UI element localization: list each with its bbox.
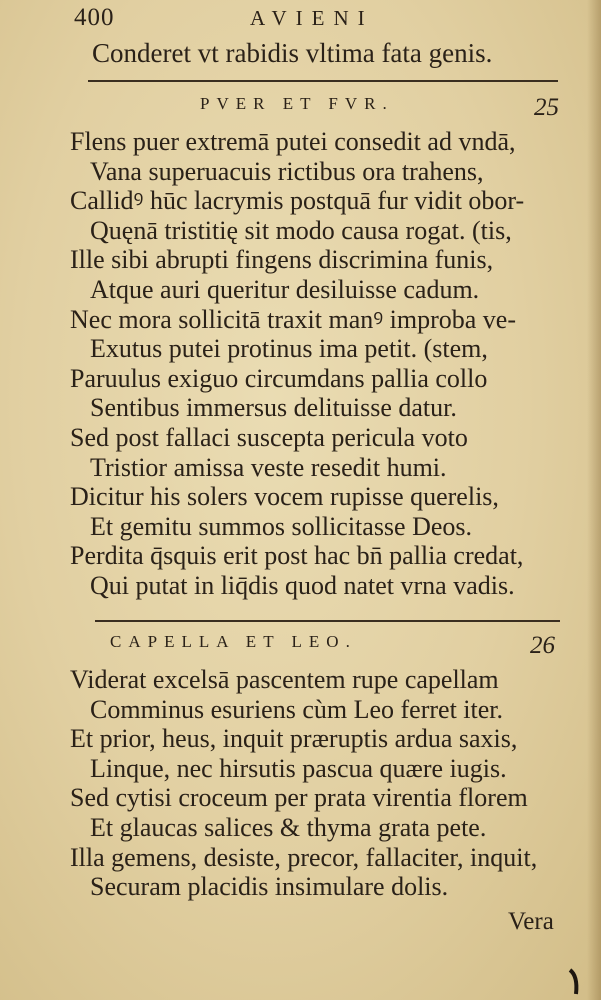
verse-line: Sed cytisi croceum per prata virentia florem: [70, 783, 528, 813]
running-head: [0, 4, 601, 36]
verse-line: Quęnā tristitię sit modo causa rogat. (tis,: [90, 215, 512, 245]
page-number: 400: [74, 4, 115, 31]
carryover-line: Conderet vt rabidis vltima fata genis.: [92, 38, 493, 68]
page-edge-shadow: [587, 0, 601, 1000]
verse-line: Comminus esuriens cùm Leo ferret iter.: [90, 694, 504, 724]
fable-number: 26: [530, 632, 555, 659]
fable-title: CAPELLA ET LEO.: [110, 632, 357, 651]
verse-line: Callidꝰ hūc lacrymis postquā fur vidit obor-: [70, 186, 525, 216]
verse-line: Paruulus exiguo circumdans pallia collo: [70, 363, 488, 393]
verse-line: Perdita q̄squis erit post hac bn̄ pallia credat,: [70, 541, 524, 571]
verse-line: Ille sibi abrupti fingens discrimina funis,: [70, 245, 494, 275]
verse-line: Et gemitu summos sollicitasse Deos.: [90, 511, 473, 541]
fable-number: 25: [534, 94, 559, 121]
section-rule: [95, 620, 560, 622]
verse-line: Sed post fallaci suscepta pericula voto: [70, 423, 468, 452]
verse-line: Tristior amissa veste resedit humi.: [90, 452, 447, 482]
running-title: AVIENI: [250, 6, 374, 30]
verse-line: Viderat excelsā pascentem rupe capellam: [70, 665, 499, 694]
catchword: Vera: [508, 908, 554, 935]
verse-line: Et prior, heus, inquit præruptis ardua saxis,: [70, 724, 518, 754]
verse-line: Et glaucas salices & thyma grata pete.: [90, 813, 487, 842]
verse-line: Nec mora sollicitā traxit manꝰ improba ve-: [70, 304, 517, 334]
verse-line: Linque, nec hirsutis pascua quære iugis.: [90, 753, 507, 783]
verse-line: Vana superuacuis rictibus ora trahens,: [90, 156, 484, 186]
section-rule: [88, 80, 558, 82]
verse-line: Illa gemens, desiste, precor, fallaciter, inquit,: [70, 842, 538, 872]
verse-line: Exutus putei protinus ima petit. (stem,: [90, 334, 488, 364]
bookmark-icon: [566, 966, 586, 996]
verse-line: Dicitur his solers vocem rupisse querelis,: [70, 482, 499, 512]
verse-line: Qui putat in liq̄dis quod natet vrna vadis.: [90, 571, 515, 600]
fable-title: PVER ET FVR.: [200, 94, 394, 113]
verse-line: Sentibus immersus delituisse datur.: [90, 393, 457, 423]
verse-line: Flens puer extremā putei consedit ad vndā,: [70, 127, 516, 156]
verse-line: Atque auri queritur desiluisse cadum.: [90, 275, 480, 304]
verse-line: Securam placidis insimulare dolis.: [90, 872, 449, 902]
